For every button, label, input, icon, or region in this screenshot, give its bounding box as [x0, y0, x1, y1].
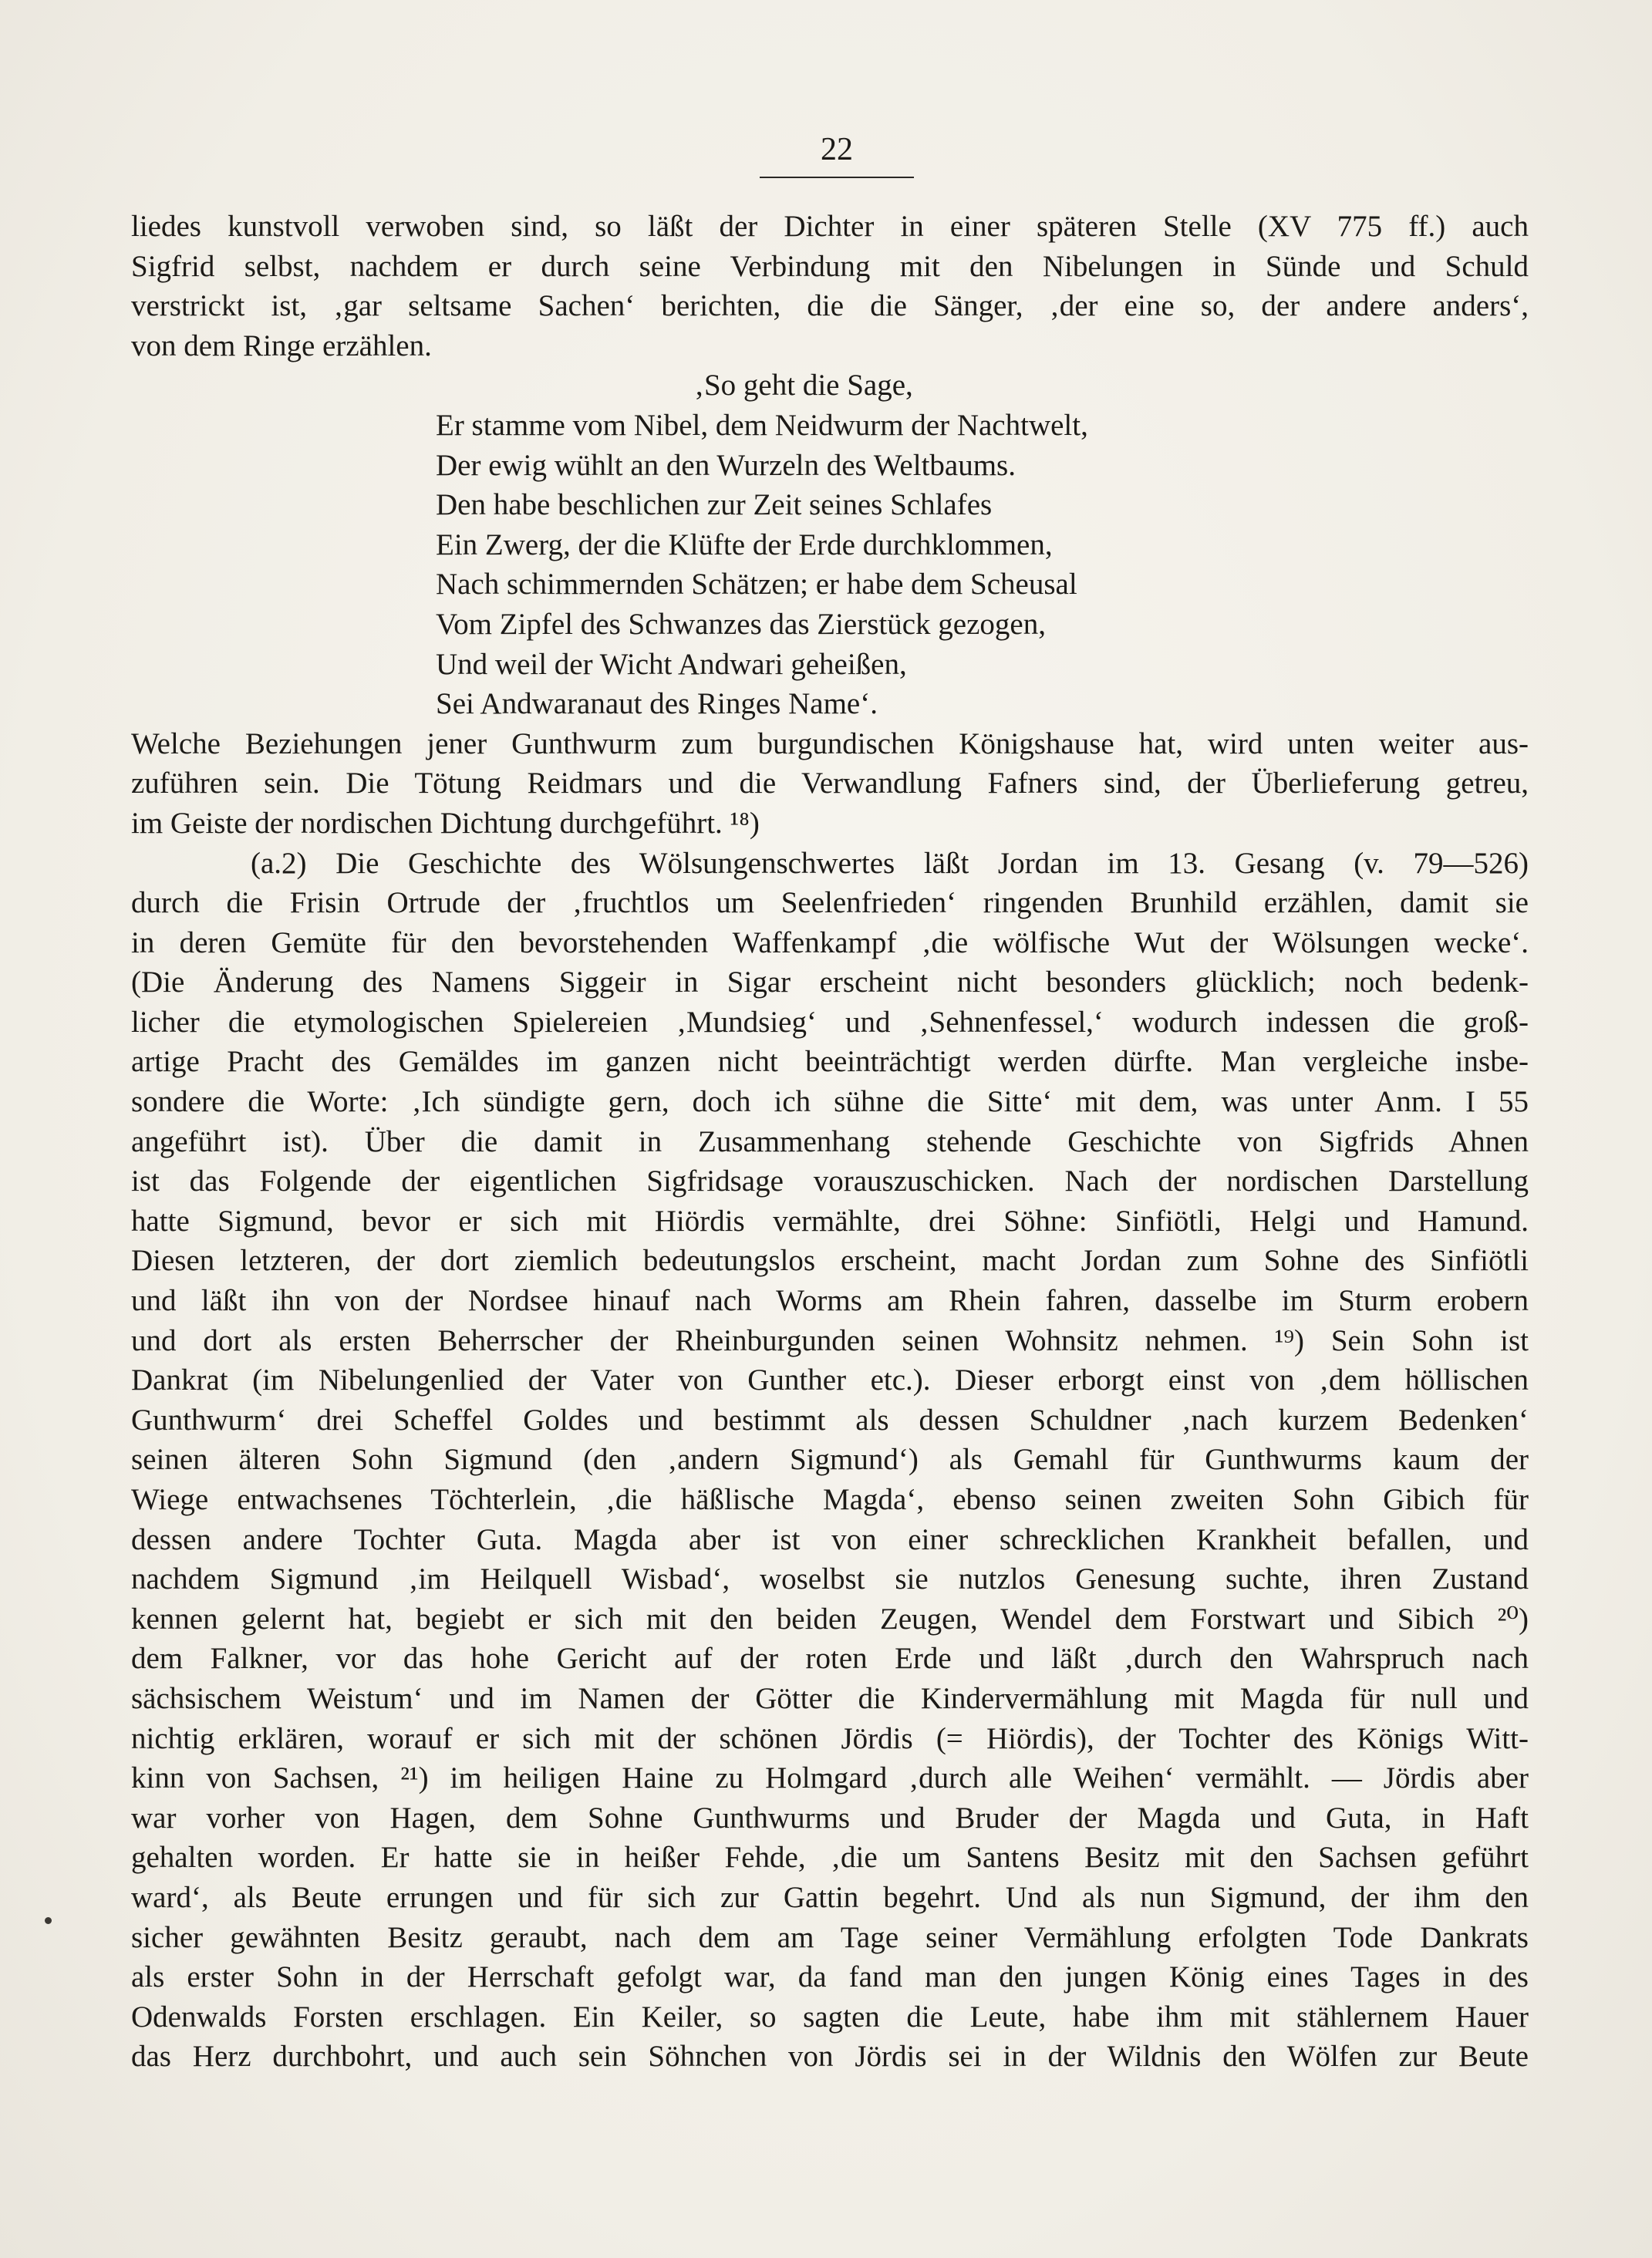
text-line: das Herz durchbohrt, und auch sein Söhnchen von Jördis sei in der Wildnis den Wölfen zur Beute	[131, 2040, 1529, 2074]
verse-line: ‚So geht die Sage,	[694, 369, 913, 403]
text-line: Diesen letzteren, der dort ziemlich bedeutungslos erscheint, macht Jordan zum Sohne des Sinfiötli	[131, 1244, 1529, 1278]
text-line: dessen andere Tochter Guta. Magda aber ist von einer schrecklichen Krankheit befallen, und	[131, 1522, 1529, 1556]
text-line: zuführen sein. Die Tötung Reidmars und die Verwandlung Fafners sind, der Überlieferung getreu,	[131, 767, 1529, 800]
body-text	[131, 207, 1529, 2077]
text-line: licher die etymologischen Spielereien ‚Mundsieg‘ und ‚Sehnenfessel,‘ wodurch indessen die groß-	[131, 1005, 1529, 1039]
text-line: ist das Folgende der eigentlichen Sigfridsage vorauszuschicken. Nach der nordischen Darstellung	[131, 1164, 1529, 1198]
text-line: war vorher von Hagen, dem Sohne Gunthwurms und Bruder der Magda und Guta, in Haft	[131, 1801, 1529, 1835]
text-line: und läßt ihn von der Nordsee hinauf nach Worms am Rhein fahren, dasselbe im Sturm erobern	[131, 1284, 1529, 1318]
text-line: Gunthwurm‘ drei Scheffel Goldes und bestimmt als dessen Schuldner ‚nach kurzem Bedenken‘	[131, 1403, 1529, 1437]
text-line: Wiege entwachsenes Töchterlein, ‚die häßlische Magda‘, ebenso seinen zweiten Sohn Gibich für	[131, 1483, 1529, 1516]
text-line: Odenwalds Forsten erschlagen. Ein Keiler, so sagten die Leute, habe ihm mit stählernem Hauer	[131, 2000, 1529, 2034]
verse-line: Ein Zwerg, der die Klüfte der Erde durchklommen,	[436, 527, 1053, 561]
verse-line: Er stamme vom Nibel, dem Neidwurm der Nachtwelt,	[436, 408, 1088, 442]
text-line: nichtig erklären, worauf er sich mit der schönen Jördis (= Hiördis), der Tochter des Königs Witt-	[131, 1721, 1529, 1755]
text-line: sächsischem Weistum‘ und im Namen der Götter die Kindervermählung mit Magda für null und	[131, 1681, 1529, 1715]
text-line: ward‘, als Beute errungen und für sich zur Gattin begehrt. Und als nun Sigmund, der ihm den	[131, 1880, 1529, 1914]
text-line: sicher gewähnten Besitz geraubt, nach dem am Tage seiner Vermählung erfolgten Tode Dankrats	[131, 1920, 1529, 1954]
text-line: seinen älteren Sohn Sigmund (den ‚andern Sigmund‘) als Gemahl für Gunthwurms kaum der	[131, 1443, 1529, 1477]
verse-line: Der ewig wühlt an den Wurzeln des Weltbaums.	[436, 448, 1016, 482]
text-line: im Geiste der nordischen Dichtung durchgeführt. ¹⁸)	[131, 806, 760, 840]
text-line: Sigfrid selbst, nachdem er durch seine Verbindung mit den Nibelungen in Sünde und Schuld	[131, 249, 1529, 283]
text-line: liedes kunstvoll verwoben sind, so läßt der Dichter in einer späteren Stelle (XV 775 ff.) auch	[131, 210, 1529, 243]
text-line: (Die Änderung des Namens Siggeir in Sigar erscheint nicht besonders glücklich; noch bedenk-	[131, 966, 1529, 999]
verse-quote	[131, 366, 1529, 723]
text-line: hatte Sigmund, bevor er sich mit Hiördis vermählte, drei Söhne: Sinfiötli, Helgi und Hamund.	[131, 1204, 1529, 1238]
text-line: gehalten worden. Er hatte sie in heißer Fehde, ‚die um Santens Besitz mit den Sachsen geführt	[131, 1841, 1529, 1875]
verse-line: Den habe beschlichen zur Zeit seines Schlafes	[436, 488, 993, 522]
text-line: (a.2) Die Geschichte des Wölsungenschwertes läßt Jordan im 13. Gesang (v. 79—526)	[251, 846, 1529, 880]
text-line: verstrickt ist, ‚gar seltsame Sachen‘ berichten, die die Sänger, ‚der eine so, der andere anders‘,	[131, 289, 1529, 323]
text-line: angeführt ist). Über die damit in Zusammenhang stehende Geschichte von Sigfrids Ahnen	[131, 1124, 1529, 1158]
verse-line: Sei Andwaranaut des Ringes Name‘.	[436, 687, 878, 721]
text-line: von dem Ringe erzählen.	[131, 329, 432, 362]
text-line: Dankrat (im Nibelungenlied der Vater von Gunther etc.). Dieser erborgt einst von ‚dem höllischen	[131, 1363, 1529, 1397]
page-number: 22	[821, 132, 853, 167]
text-line: in deren Gemüte für den bevorstehenden Waffenkampf ‚die wölfische Wut der Wölsungen wecke‘.	[131, 925, 1529, 959]
ink-speck	[45, 1917, 52, 1924]
text-line: kennen gelernt hat, begiebt er sich mit den beiden Zeugen, Wendel dem Forstwart und Sibich ²⁰)	[131, 1602, 1529, 1636]
verse-line: Vom Zipfel des Schwanzes das Zierstück gezogen,	[436, 607, 1046, 641]
text-line: artige Pracht des Gemäldes im ganzen nicht beeinträchtigt werden dürfte. Man vergleiche insbe-	[131, 1045, 1529, 1079]
text-line: und dort als ersten Beherrscher der Rheinburgunden seinen Wohnsitz nehmen. ¹⁹) Sein Sohn ist	[131, 1323, 1529, 1357]
text-line: nachdem Sigmund ‚im Heilquell Wisbad‘, woselbst sie nutzlos Genesung suchte, ihren Zustand	[131, 1562, 1529, 1596]
text-line: Welche Beziehungen jener Gunthwurm zum burgundischen Königshause hat, wird unten weiter aus-	[131, 726, 1529, 760]
text-line: sondere die Worte: ‚Ich sündigte gern, doch ich sühne die Sitte‘ mit dem, was unter Anm. I 55	[131, 1085, 1529, 1119]
text-line: kinn von Sachsen, ²¹) im heiligen Haine zu Holmgard ‚durch alle Weihen‘ vermählt. — Jördis aber	[131, 1761, 1529, 1795]
text-line: als erster Sohn in der Herrschaft gefolgt war, da fand man den jungen König eines Tages in des	[131, 1960, 1529, 1994]
text-line: dem Falkner, vor das hohe Gericht auf der roten Erde und läßt ‚durch den Wahrspruch nach	[131, 1642, 1529, 1676]
page-number-rule	[760, 177, 914, 178]
verse-line: Nach schimmernden Schätzen; er habe dem Scheusal	[436, 568, 1077, 602]
text-line: durch die Frisin Ortrude der ‚fruchtlos um Seelenfrieden‘ ringenden Brunhild erzählen, damit sie	[131, 886, 1529, 920]
verse-line: Und weil der Wicht Andwari geheißen,	[436, 647, 907, 681]
